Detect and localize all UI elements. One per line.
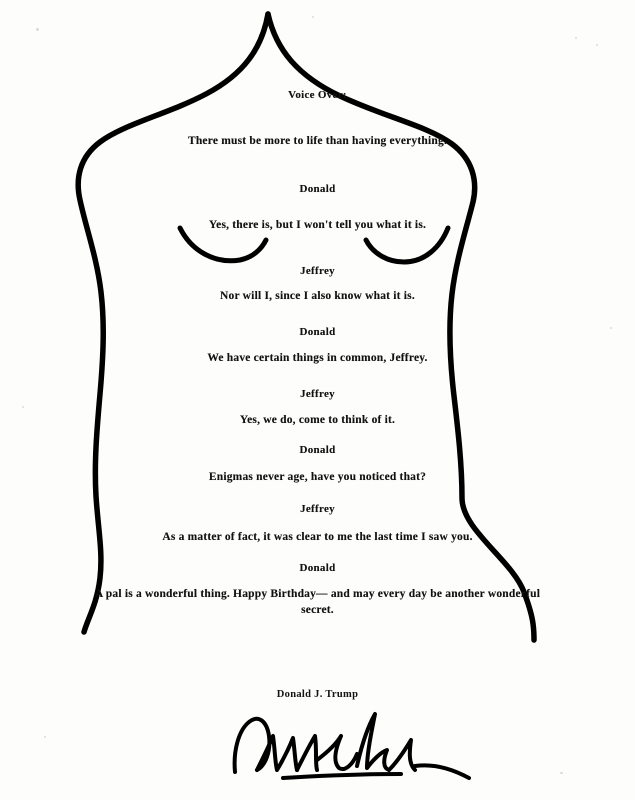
- line-speaker: Jeffrey: [300, 265, 335, 277]
- line-dialogue: Yes, we do, come to think of it.: [239, 414, 396, 426]
- line-speaker: Donald: [299, 326, 336, 338]
- line-speaker: Jeffrey: [300, 388, 335, 400]
- line-dialogue: Enigmas never age, have you noticed that?: [208, 471, 427, 483]
- line-dialogue: We have certain things in common, Jeffrey.: [207, 352, 428, 364]
- line-speaker: Donald: [299, 562, 336, 574]
- line-dialogue: A pal is a wonderful thing. Happy Birthday— and may every day be another wonderful secret.: [94, 588, 541, 616]
- line-speaker: Donald: [299, 444, 336, 456]
- line-dialogue: Yes, there is, but I won't tell you what it is.: [208, 219, 427, 231]
- line-dialogue: As a matter of fact, it was clear to me the last time I saw you.: [162, 531, 473, 543]
- signature-name: Donald J. Trump: [276, 689, 359, 700]
- line-speaker: Donald: [299, 183, 336, 195]
- line-speaker: Voice Over:: [288, 89, 347, 101]
- line-dialogue: There must be more to life than having everything.: [187, 135, 448, 147]
- line-speaker: Jeffrey: [300, 503, 335, 515]
- handwritten-signature: [225, 706, 485, 788]
- line-dialogue: Nor will I, since I also know what it is.: [220, 290, 415, 302]
